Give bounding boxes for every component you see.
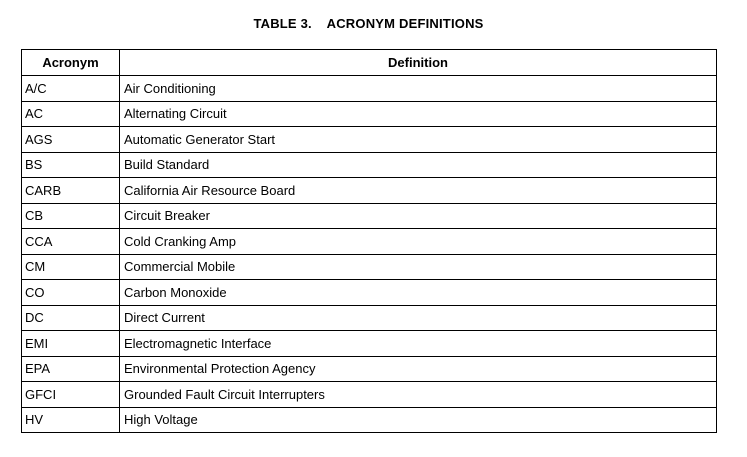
definition-cell: Grounded Fault Circuit Interrupters: [120, 382, 717, 408]
definition-cell: Carbon Monoxide: [120, 280, 717, 306]
table-row: [22, 331, 717, 357]
definition-cell: Automatic Generator Start: [120, 127, 717, 153]
definition-cell: Direct Current: [120, 305, 717, 331]
definition-cell: Circuit Breaker: [120, 203, 717, 229]
acronym-cell: CCA: [22, 229, 120, 255]
definition-cell: Build Standard: [120, 152, 717, 178]
definition-cell: Commercial Mobile: [120, 254, 717, 280]
definition-cell: Environmental Protection Agency: [120, 356, 717, 382]
acronym-cell: AGS: [22, 127, 120, 153]
definition-cell: Alternating Circuit: [120, 101, 717, 127]
table-row: [22, 254, 717, 280]
table-row: [22, 356, 717, 382]
acronym-cell: EMI: [22, 331, 120, 357]
definition-cell: Cold Cranking Amp: [120, 229, 717, 255]
table-row: [22, 152, 717, 178]
acronym-cell: CO: [22, 280, 120, 306]
acronym-cell: A/C: [22, 76, 120, 102]
definition-cell: Air Conditioning: [120, 76, 717, 102]
table-row: [22, 382, 717, 408]
table-header-row: [22, 50, 717, 76]
definition-cell: California Air Resource Board: [120, 178, 717, 204]
table-title: TABLE 3. ACRONYM DEFINITIONS: [253, 16, 484, 31]
table-row: [22, 203, 717, 229]
table-row: [22, 178, 717, 204]
acronym-cell: CB: [22, 203, 120, 229]
table-row: [22, 280, 717, 306]
table-row: [22, 76, 717, 102]
definition-cell: Electromagnetic Interface: [120, 331, 717, 357]
table-row: [22, 305, 717, 331]
acronym-cell: AC: [22, 101, 120, 127]
table-row: [22, 407, 717, 433]
header-acronym: Acronym: [22, 50, 120, 76]
acronym-cell: CM: [22, 254, 120, 280]
table-row: [22, 127, 717, 153]
header-definition: Definition: [120, 50, 717, 76]
acronym-cell: BS: [22, 152, 120, 178]
acronym-table: [21, 49, 717, 433]
table-row: [22, 229, 717, 255]
acronym-cell: DC: [22, 305, 120, 331]
acronym-cell: HV: [22, 407, 120, 433]
acronym-cell: GFCI: [22, 382, 120, 408]
table-row: [22, 101, 717, 127]
acronym-cell: EPA: [22, 356, 120, 382]
acronym-cell: CARB: [22, 178, 120, 204]
definition-cell: High Voltage: [120, 407, 717, 433]
